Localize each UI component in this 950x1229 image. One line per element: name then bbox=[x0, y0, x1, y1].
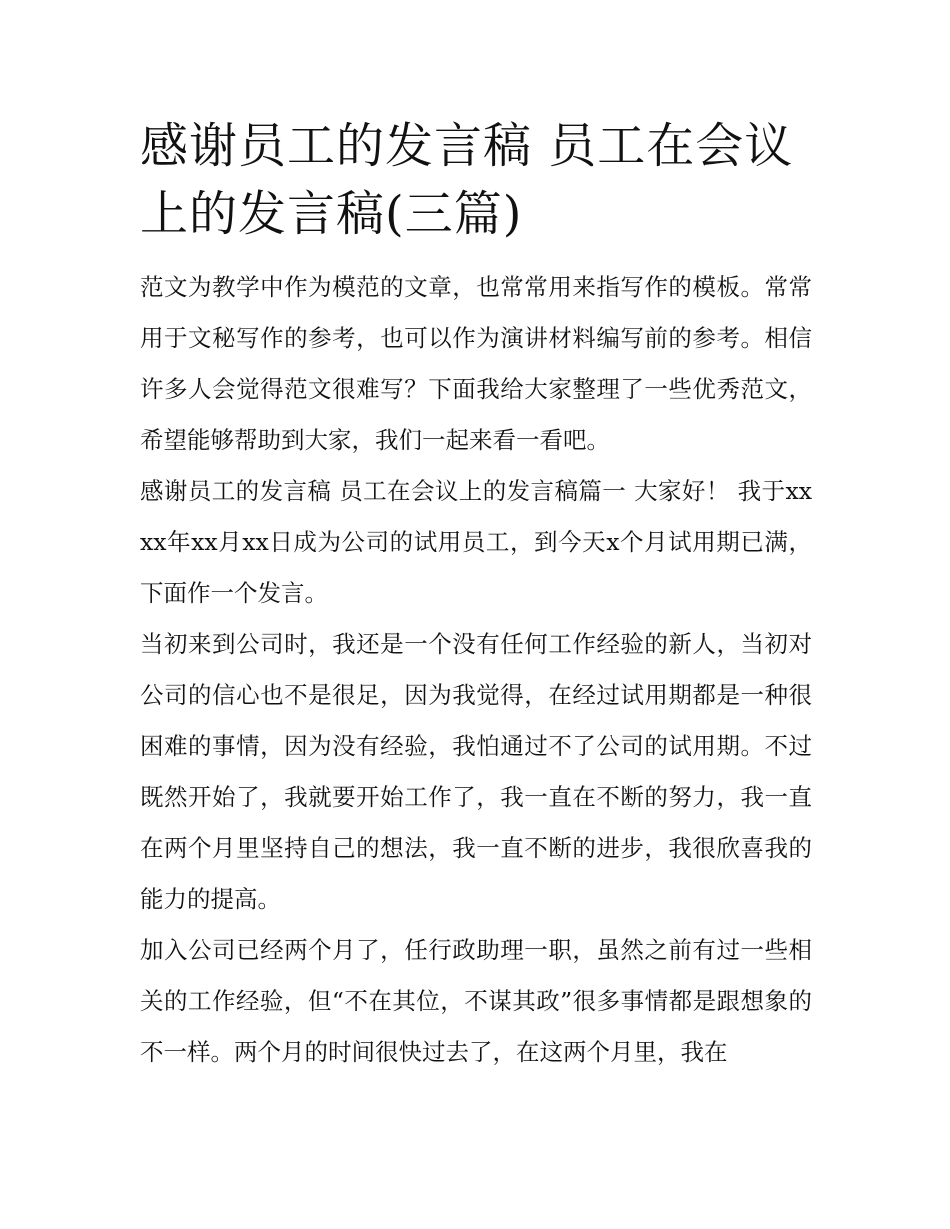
document-body bbox=[140, 112, 812, 1078]
paragraph-intro: 范文为教学中作为模范的文章，也常常用来指写作的模板。常常用于文秘写作的参考，也可以作为演讲材料编写前的参考。相信许多人会觉得范文很难写？下面我给大家整理了一些优秀范文，希望能够帮助到大家，我们一起来看一看吧。 bbox=[140, 273, 812, 454]
paragraph-early-experience: 当初来到公司时，我还是一个没有任何工作经验的新人，当初对公司的信心也不是很足，因为我觉得，在经过试用期都是一种很困难的事情，因为没有经验，我怕通过不了公司的试用期。不过既然开始了，我就要开始工作了，我一直在不断的努力，我一直在两个月里坚持自己的想法，我一直不断的进步，我很欣喜我的能力的提高。 bbox=[140, 630, 812, 913]
document-title: 感谢员工的发言稿 员工在会议上的发言稿(三篇) bbox=[140, 118, 794, 242]
paragraph-two-months: 加入公司已经两个月了，任行政助理一职，虽然之前有过一些相关的工作经验，但“不在其位，不谋其政”很多事情都是跟想象的不一样。两个月的时间很快过去了，在这两个月里，我在 bbox=[140, 936, 812, 1066]
paragraph-speech-one-opening: 感谢员工的发言稿 员工在会议上的发言稿篇一 大家好！ 我于xxxx年xx月xx日成为公司的试用员工，到今天x个月试用期已满，下面作一个发言。 bbox=[140, 477, 812, 607]
